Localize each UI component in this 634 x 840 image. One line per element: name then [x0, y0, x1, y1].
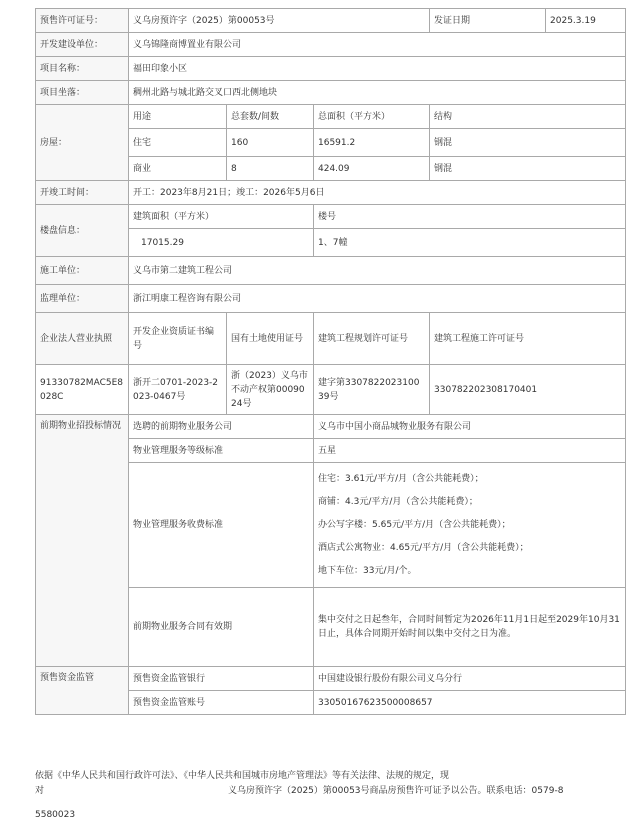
housing-count: 8 — [227, 157, 314, 181]
planning-permit-header: 建筑工程规划许可证号 — [314, 313, 430, 365]
fee-item: 住宅：3.61元/平方/月（含公共能耗费）； — [318, 473, 484, 484]
fee-item: 地下车位：33元/月/个。 — [318, 565, 417, 576]
licenses-header-row — [36, 313, 626, 365]
housing-use: 住宅 — [129, 129, 227, 157]
location-label: 项目坐落： — [36, 81, 129, 105]
escrow-bank-label: 预售资金监管银行 — [129, 667, 314, 691]
housing-label: 房屋： — [36, 105, 129, 181]
property-company-row — [36, 415, 626, 439]
permit-no-value: 义乌房预许字（2025）第00053号 — [129, 9, 430, 33]
presale-permit-table — [35, 8, 626, 715]
property-fee-label: 物业管理服务收费标准 — [129, 463, 314, 588]
permit-row — [36, 9, 626, 33]
licenses-values-row — [36, 365, 626, 415]
fee-item: 商铺：4.3元/平方/月（含公共能耗费）； — [318, 496, 478, 507]
issue-date-label: 发证日期 — [430, 9, 546, 33]
qualification-cert-value: 浙开二0701-2023-2023-0467号 — [129, 365, 227, 415]
property-company-value: 义乌市中国小商品城物业服务有限公司 — [314, 415, 626, 439]
property-contract-label: 前期物业服务合同有效期 — [129, 588, 314, 667]
property-company-label: 选聘的前期物业服务公司 — [129, 415, 314, 439]
land-use-cert-header: 国有土地使用证号 — [227, 313, 314, 365]
escrow-bank-value: 中国建设银行股份有限公司义乌分行 — [314, 667, 626, 691]
housing-area: 16591.2 — [314, 129, 430, 157]
escrow-account-label: 预售资金监管账号 — [129, 691, 314, 715]
housing-count: 160 — [227, 129, 314, 157]
developer-value: 义乌锦隆商博置业有限公司 — [129, 33, 626, 57]
schedule-value: 开工：2023年8月21日；竣工：2026年5月6日 — [129, 181, 626, 205]
supervisor-label: 监理单位： — [36, 285, 129, 313]
housing-structure: 钢混 — [430, 157, 626, 181]
building-area-header: 建筑面积（平方米） — [129, 205, 314, 229]
housing-structure-header: 结构 — [430, 105, 626, 129]
building-label: 楼盘信息： — [36, 205, 129, 257]
fee-item: 酒店式公寓物业：4.65元/平方/月（含公共能耗费）； — [318, 542, 529, 553]
footer-phone-continuation: 5580023 — [35, 810, 76, 820]
schedule-row — [36, 181, 626, 205]
supervisor-row — [36, 285, 626, 313]
supervisor-value: 浙江明康工程咨询有限公司 — [129, 285, 626, 313]
fee-item: 办公写字楼：5.65元/平方/月（含公共能耗费）； — [318, 519, 511, 530]
permit-no-label: 预售许可证号： — [36, 9, 129, 33]
project-name-row — [36, 57, 626, 81]
property-fee-list — [314, 463, 626, 588]
developer-row — [36, 33, 626, 57]
footer-line-1: 依据《中华人民共和国行政许可法》、《中华人民共和国城市房地产管理法》等有关法律、法规的规定，现 — [35, 771, 450, 781]
business-license-value: 91330782MAC5E8028C — [36, 365, 129, 415]
location-row — [36, 81, 626, 105]
housing-structure: 钢混 — [430, 129, 626, 157]
housing-area-header: 总面积（平方米） — [314, 105, 430, 129]
building-area-value: 17015.29 — [129, 229, 314, 257]
escrow-account-value: 33050167623500008657 — [314, 691, 626, 715]
escrow-label: 预售资金监管 — [36, 667, 129, 715]
property-tender-label: 前期物业招投标情况 — [36, 415, 129, 667]
building-number-value: 1、7幢 — [314, 229, 626, 257]
project-name-label: 项目名称： — [36, 57, 129, 81]
footer-line-2-start: 对 — [35, 786, 45, 796]
construction-permit-header: 建筑工程施工许可证号 — [430, 313, 626, 365]
building-header-row — [36, 205, 626, 229]
issue-date-value: 2025.3.19 — [546, 9, 626, 33]
footer-line-2-text: 义乌房预许字（2025）第00053号商品房预售许可证予以公告。联系电话：0579-8 — [228, 786, 564, 796]
business-license-label: 企业法人营业执照 — [36, 313, 129, 365]
location-value: 稠州北路与城北路交叉口西北侧地块 — [129, 81, 626, 105]
housing-count-header: 总套数/间数 — [227, 105, 314, 129]
constructor-value: 义乌市第二建筑工程公司 — [129, 257, 626, 285]
escrow-bank-row — [36, 667, 626, 691]
land-use-cert-value: 浙（2023）义乌市不动产权第0009024号 — [227, 365, 314, 415]
announcement-footer — [35, 769, 625, 823]
property-grade-label: 物业管理服务等级标准 — [129, 439, 314, 463]
schedule-label: 开竣工时间： — [36, 181, 129, 205]
housing-header-row — [36, 105, 626, 129]
project-name-value: 福田印象小区 — [129, 57, 626, 81]
developer-label: 开发建设单位： — [36, 33, 129, 57]
housing-use: 商业 — [129, 157, 227, 181]
constructor-label: 施工单位： — [36, 257, 129, 285]
footer-line-2 — [35, 784, 625, 799]
property-contract-value: 集中交付之日起叁年，合同时间暂定为2026年11月1日起至2029年10月31日止，具体合同期开始时间以集中交付之日为准。 — [314, 588, 626, 667]
housing-area: 424.09 — [314, 157, 430, 181]
qualification-cert-header: 开发企业资质证书编号 — [129, 313, 227, 365]
housing-use-header: 用途 — [129, 105, 227, 129]
building-number-header: 楼号 — [314, 205, 626, 229]
construction-permit-value: 330782202308170401 — [430, 365, 626, 415]
planning-permit-value: 建字第330782202310039号 — [314, 365, 430, 415]
property-grade-value: 五星 — [314, 439, 626, 463]
constructor-row — [36, 257, 626, 285]
